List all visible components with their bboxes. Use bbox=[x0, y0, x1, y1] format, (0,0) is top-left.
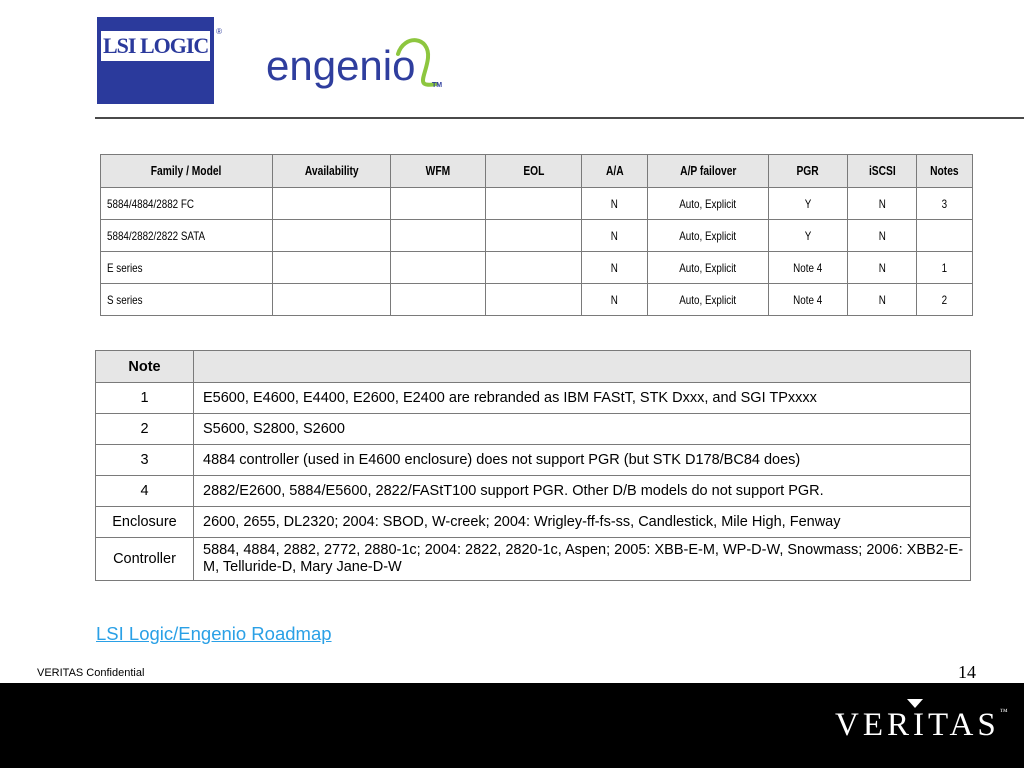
cell-wfm bbox=[391, 220, 486, 252]
cell-availability bbox=[273, 220, 391, 252]
col-family-model: Family / Model bbox=[101, 155, 273, 188]
note-key: 3 bbox=[96, 445, 194, 476]
note-key: Controller bbox=[96, 538, 194, 581]
table-row bbox=[96, 538, 971, 581]
lsi-logo-text: LSI LOGIC bbox=[101, 31, 210, 61]
cell-notes: 3 bbox=[917, 188, 973, 220]
cell-eol bbox=[486, 252, 582, 284]
cell-iscsi: N bbox=[848, 252, 917, 284]
table-row bbox=[96, 507, 971, 538]
col-aa: A/A bbox=[582, 155, 648, 188]
cell-iscsi: N bbox=[848, 220, 917, 252]
cell-notes: 2 bbox=[917, 284, 973, 316]
cell-pgr: Note 4 bbox=[769, 252, 848, 284]
cell-eol bbox=[486, 188, 582, 220]
table-row bbox=[96, 445, 971, 476]
compat-table-header-row bbox=[101, 155, 973, 188]
page-number: 14 bbox=[958, 662, 976, 682]
col-wfm: WFM bbox=[391, 155, 486, 188]
cell-wfm bbox=[391, 252, 486, 284]
note-value: 2600, 2655, DL2320; 2004: SBOD, W-creek; 2004: Wrigley-ff-fs-ss, Candlestick, Mile High, Fenway bbox=[194, 507, 971, 538]
lsi-logic-logo bbox=[97, 17, 222, 104]
cell-model: S series bbox=[101, 284, 273, 316]
cell-pgr: Note 4 bbox=[769, 284, 848, 316]
veritas-wordmark: VERITAS bbox=[835, 707, 1000, 743]
note-key: Enclosure bbox=[96, 507, 194, 538]
col-note: Note bbox=[96, 351, 194, 383]
note-value: 5884, 4884, 2882, 2772, 2880-1c; 2004: 2822, 2820-1c, Aspen; 2005: XBB-E-M, WP-D-W, Snowmass; 2006: XBB2-E-M, Telluride-D, Mary Jane-D-W bbox=[194, 538, 971, 581]
cell-iscsi: N bbox=[848, 188, 917, 220]
note-key: 1 bbox=[96, 383, 194, 414]
table-row bbox=[101, 220, 973, 252]
note-value: 4884 controller (used in E4600 enclosure) does not support PGR (but STK D178/BC84 does) bbox=[194, 445, 971, 476]
note-value: E5600, E4600, E4400, E2600, E2400 are rebranded as IBM FAStT, STK Dxxx, and SGI TPxxxx bbox=[194, 383, 971, 414]
cell-ap-failover: Auto, Explicit bbox=[648, 284, 769, 316]
col-note-detail bbox=[194, 351, 971, 383]
cell-ap-failover: Auto, Explicit bbox=[648, 220, 769, 252]
col-ap-failover: A/P failover bbox=[648, 155, 769, 188]
cell-ap-failover: Auto, Explicit bbox=[648, 252, 769, 284]
engenio-tm: TM bbox=[432, 82, 443, 89]
cell-ap-failover: Auto, Explicit bbox=[648, 188, 769, 220]
engenio-logo bbox=[266, 32, 456, 94]
cell-model: 5884/4884/2882 FC bbox=[101, 188, 273, 220]
cell-aa: N bbox=[582, 284, 648, 316]
cell-wfm bbox=[391, 188, 486, 220]
veritas-logo bbox=[835, 707, 1008, 744]
compat-table bbox=[100, 154, 973, 316]
table-row bbox=[96, 476, 971, 507]
notes-table-header-row bbox=[96, 351, 971, 383]
cell-availability bbox=[273, 252, 391, 284]
cell-iscsi: N bbox=[848, 284, 917, 316]
notes-table bbox=[95, 350, 971, 581]
engenio-wordmark: engenio bbox=[266, 42, 416, 89]
table-row bbox=[101, 284, 973, 316]
header-divider bbox=[95, 117, 1024, 119]
cell-eol bbox=[486, 220, 582, 252]
note-key: 2 bbox=[96, 414, 194, 445]
col-availability: Availability bbox=[273, 155, 391, 188]
cell-wfm bbox=[391, 284, 486, 316]
cell-aa: N bbox=[582, 188, 648, 220]
roadmap-link[interactable]: LSI Logic/Engenio Roadmap bbox=[96, 623, 332, 644]
cell-model: E series bbox=[101, 252, 273, 284]
table-row bbox=[96, 383, 971, 414]
table-row bbox=[101, 252, 973, 284]
note-value: S5600, S2800, S2600 bbox=[194, 414, 971, 445]
col-eol: EOL bbox=[486, 155, 582, 188]
cell-pgr: Y bbox=[769, 220, 848, 252]
note-value: 2882/E2600, 5884/E5600, 2822/FAStT100 support PGR. Other D/B models do not support PGR. bbox=[194, 476, 971, 507]
col-iscsi: iSCSI bbox=[848, 155, 917, 188]
confidential-label: VERITAS Confidential bbox=[37, 667, 145, 679]
cell-model: 5884/2882/2822 SATA bbox=[101, 220, 273, 252]
col-pgr: PGR bbox=[769, 155, 848, 188]
cell-eol bbox=[486, 284, 582, 316]
cell-pgr: Y bbox=[769, 188, 848, 220]
veritas-tm: ™ bbox=[999, 707, 1008, 716]
cell-availability bbox=[273, 284, 391, 316]
col-notes: Notes bbox=[917, 155, 973, 188]
cell-notes: 1 bbox=[917, 252, 973, 284]
cell-availability bbox=[273, 188, 391, 220]
note-key: 4 bbox=[96, 476, 194, 507]
cell-notes bbox=[917, 220, 973, 252]
cell-aa: N bbox=[582, 220, 648, 252]
table-row bbox=[96, 414, 971, 445]
lsi-reg-mark: ® bbox=[216, 27, 222, 36]
cell-aa: N bbox=[582, 252, 648, 284]
table-row bbox=[101, 188, 973, 220]
